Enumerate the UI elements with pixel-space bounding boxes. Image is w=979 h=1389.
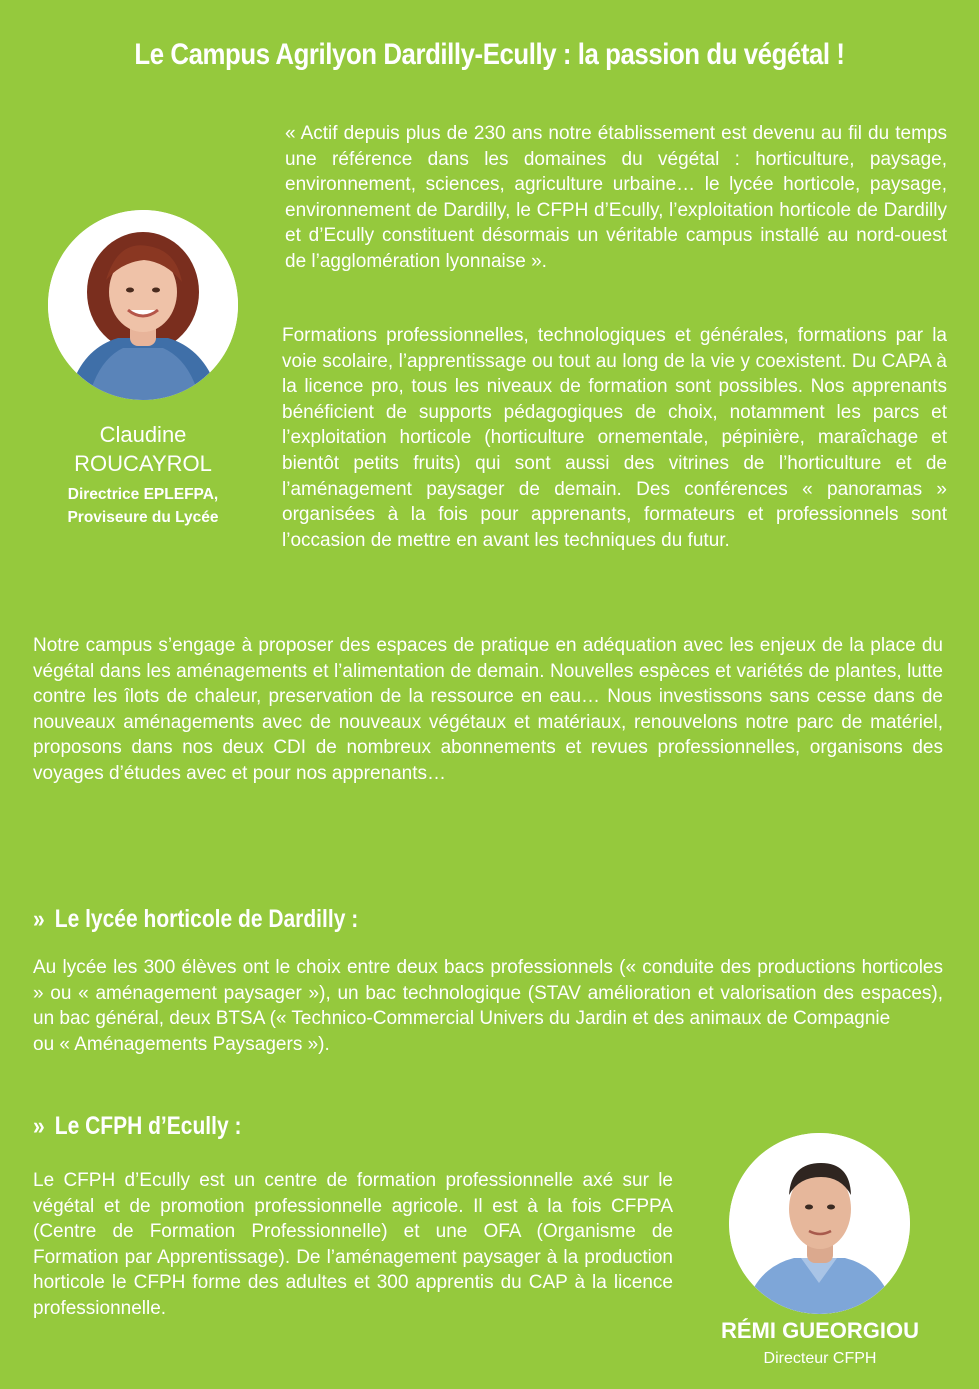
claudine-role-line1: Directrice EPLEFPA, <box>67 486 219 503</box>
campus-paragraph: Notre campus s’engage à proposer des espaces de pratique en adéquation avec les enjeux de la place du végétal dans les aménagements et l’alimentation de demain. Nouvelles espèces et variétés de plantes, lutte contre les îlots de chaleur, preservation de la ressource en eau… Nous investissons sans cesse dans de nouveaux aménagements avec de nouveaux végétaux et matériaux, renouvelons notre parc de matériel, proposons dans nos deux CDI de nombreux abonnements et revues professionnelles, organisons des voyages d’études avec et pour nos apprenants… <box>33 635 943 784</box>
claudine-first-name: Claudine <box>99 422 187 447</box>
remi-role: Directeur CFPH <box>763 1350 877 1367</box>
claudine-last-name: ROUCAYROL <box>74 451 212 476</box>
claudine-photo <box>48 210 238 400</box>
page-title: Le Campus Agrilyon Dardilly-Ecully : la passion du végétal ! <box>134 38 845 71</box>
cfph-heading-text: Le CFPH d’Ecully : <box>54 1112 242 1140</box>
lycee-heading-text: Le lycée horticole de Dardilly : <box>54 905 359 933</box>
cfph-paragraph: Le CFPH d’Ecully est un centre de formation professionnelle axé sur le végétal et de promotion professionnelle agricole. Il est à la fois CFPPA (Centre de Formation Professionnelle) et une OFA (Organisme de Formation par Apprentissage). De l’aménagement paysager à la production horticole le CFPH forme des adultes et 300 apprentis du CAP à la licence professionnelle. <box>33 1170 673 1319</box>
lycee-text-line2: ou « Aménagements Paysagers »). <box>33 1033 330 1055</box>
formations-paragraph: Formations professionnelles, technologiques et générales, formations par la voie scolaire, l’apprentissage ou tout au long de la vie y coexistent. Du CAPA à la licence pro, tous les niveaux de formation sont possibles. Nos apprenants bénéficient de supports pédagogiques de choix, notamment les parcs et l’exploitation horticole (horticulture ornementale, pépinière, maraîchage et bientôt petits fruits) qui sont aussi des vitrines de l’horticulture et de l’aménagement paysager de demain. Des conférences « panoramas » organisées à la fois pour apprenants, formateurs et professionnels sont l’occasion de mettre en avant les techniques du futur. <box>282 325 947 551</box>
remi-name: RÉMI GUEORGIOU <box>720 1318 919 1343</box>
cfph-heading <box>33 1111 241 1141</box>
chevron-right-icon: » <box>33 1112 45 1140</box>
claudine-role-line2: Proviseure du Lycée <box>67 509 219 526</box>
lycee-heading <box>33 904 358 934</box>
intro-quote: « Actif depuis plus de 230 ans notre établissement est devenu au fil du temps une référence dans les domaines du végétal : horticulture, paysage, environnement, sciences, agriculture urbaine… le lycée horticole, paysage, environnement de Dardilly, le CFPH d’Ecully, l’exploitation horticole de Dardilly et d’Ecully constituent désormais un véritable campus installé au nord-ouest de l’agglomération lyonnaise ». <box>285 123 947 272</box>
remi-photo <box>729 1133 910 1314</box>
lycee-paragraph <box>33 955 943 1057</box>
chevron-right-icon: » <box>33 905 45 933</box>
lycee-text-line1: Au lycée les 300 élèves ont le choix entre deux bacs professionnels (« conduite des productions horticoles » ou « aménagement paysager »), un bac technologique (STAV amélioration et valorisation des espaces), un bac général, deux BTSA (« Technico-Commercial Univers du Jardin et des animaux de Compagnie <box>33 957 943 1030</box>
